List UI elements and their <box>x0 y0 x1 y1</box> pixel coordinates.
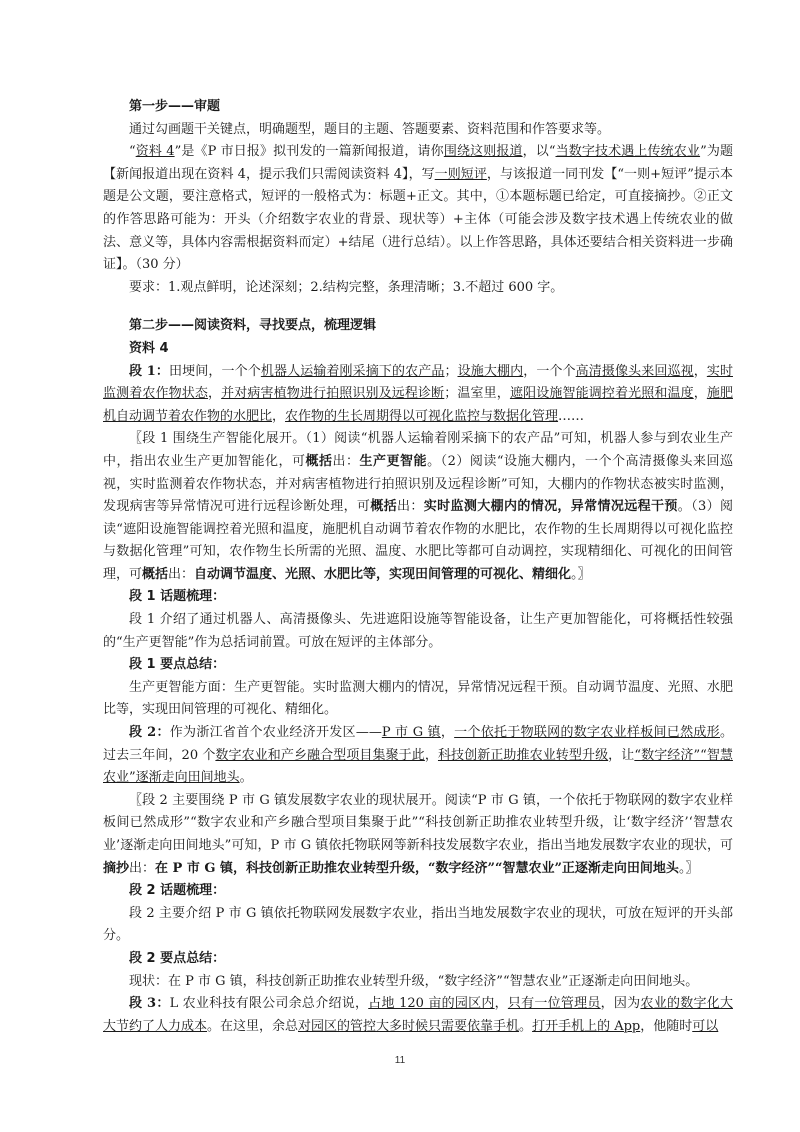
page-content <box>103 96 733 1038</box>
topic2-text: 段 2 主要介绍 P 市 G 镇依托物联网发展数字农业，指出当地发展数字农业的现状，可放在短评的开头部分。 <box>103 905 733 944</box>
step1-requirements: 要求：1.观点鲜明，论述深刻；2.结构完整，条理清晰；3.不超过 600 字。 <box>129 279 564 295</box>
analysis-2: 〖段 2 主要围绕 P 市 G 镇发展数字农业的现状展开。阅读“P 市 G 镇，一个依托于物联网的数字农业样板间已然成形”“数字农业和产乡融合型项目集聚于此”“科技创新正助推农业转型升级，让‘数字经济’‘智慧农业’逐渐走向田间地头”可知，P 市 G 镇依托物联网等新科技发展数字农业，指出当地发展数字农业的现状，可摘抄出：在 P 市 G 镇，科技创新正助推农业转型升级，“数字经济”“智慧农业”正逐渐走向田间地头。〗 <box>103 792 733 876</box>
topic1-heading: 段 1 话题梳理： <box>129 589 226 605</box>
paragraph-2: 段 2：作为浙江省首个农业经济开发区——P 市 G 镇，一个依托于物联网的数字农业样板间已然成形。过去三年间，20 个数字农业和产乡融合型项目集聚于此，科技创新正助推农业转型升级，让“数字经济”“智慧农业”逐渐走向田间地头。 <box>103 725 733 786</box>
step2-heading: 第二步——阅读资料，寻找要点，梳理逻辑 <box>129 318 377 334</box>
paragraph-3: 段 3：L 农业科技有限公司余总介绍说，占地 120 亩的园区内，只有一位管理员，因为农业的数字化大大节约了人力成本。在这里，余总对园区的管控大多时候只需要依靠手机。打开手机上的 App，他随时可以 <box>103 996 733 1034</box>
step1-intro: 通过勾画题干关键点，明确题型，题目的主题、答题要素、资料范围和作答要求等。 <box>129 121 611 137</box>
paragraph-1: 段 1：田埂间，一个个机器人运输着刚采摘下的农产品；设施大棚内，一个个高清摄像头来回巡视，实时监测着农作物状态，并对病害植物进行拍照识别及远程诊断；温室里，遮阳设施智能调控着光照和温度，施肥机自动调节着农作物的水肥比，农作物的生长周期得以可视化监控与数据化管理…… <box>103 363 733 424</box>
topic1-text: 段 1 介绍了通过机器人、高清摄像头、先进遮阳设施等智能设备，让生产更加智能化，可将概括性较强的“生产更智能”作为总括词前置。可放在短评的主体部分。 <box>103 612 733 650</box>
analysis-1: 〖段 1 围绕生产智能化展开。（1）阅读“机器人运输着刚采摘下的农产品”可知，机器人参与到农业生产中，指出农业生产更加智能化，可概括出：生产更智能。（2）阅读“设施大棚内，一个个高清摄像头来回巡视，实时监测着农作物状态，并对病害植物进行拍照识别及远程诊断”可知，大棚内的作物状态被实时监测，发现病害等异常情况可进行远程诊断处理，可概括出：实时监测大棚内的情况，异常情况远程干预。（3）阅读“遮阳设施智能调控着光照和温度，施肥机自动调节着农作物的水肥比，农作物的生长周期得以可视化监控与数据化管理”可知，农作物生长所需的光照、温度、水肥比等都可自动调控，实现精细化、可视化的田间管理，可概括出：自动调节温度、光照、水肥比等，实现田间管理的可视化、精细化。〗 <box>103 431 733 582</box>
step1-heading: 第一步——审题 <box>129 99 221 114</box>
points1-text: 生产更智能方面：生产更智能。实时监测大棚内的情况，异常情况远程干预。自动调节温度、光照、水肥比等，实现田间管理的可视化、精细化。 <box>103 679 733 718</box>
page-number: 11 <box>394 1055 406 1066</box>
step1-question: “资料 4”是《P 市日报》拟刊发的一篇新闻报道，请你围绕这则报道，以“当数字技术遇上传统农业”为题【新闻报道出现在资料 4，提示我们只需阅读资料 4】，写一则短评，与该报道一同刊发【“一则+短评”提示本题是公文题，要注意格式，短评的一般格式为：标题+正文。其中，①本题标题已给定，可直接摘抄。②正文的作答思路可能为：开头（介绍数字农业的背景、现状等）+主体（可能会涉及数字技术遇上传统农业的做法、意义等，具体内容需根据资料而定）+结尾（进行总结）。以上作答思路，具体还要结合相关资料进一步确证】。（30 分） <box>103 144 733 273</box>
material-label: 资料 4 <box>129 340 169 356</box>
points1-heading: 段 1 要点总结： <box>129 657 226 673</box>
topic2-heading: 段 2 话题梳理： <box>129 883 226 899</box>
points2-text: 现状：在 P 市 G 镇，科技创新正助推农业转型升级，“数字经济”“智慧农业”正逐渐走向田间地头。 <box>129 973 699 989</box>
points2-heading: 段 2 要点总结： <box>129 950 226 966</box>
